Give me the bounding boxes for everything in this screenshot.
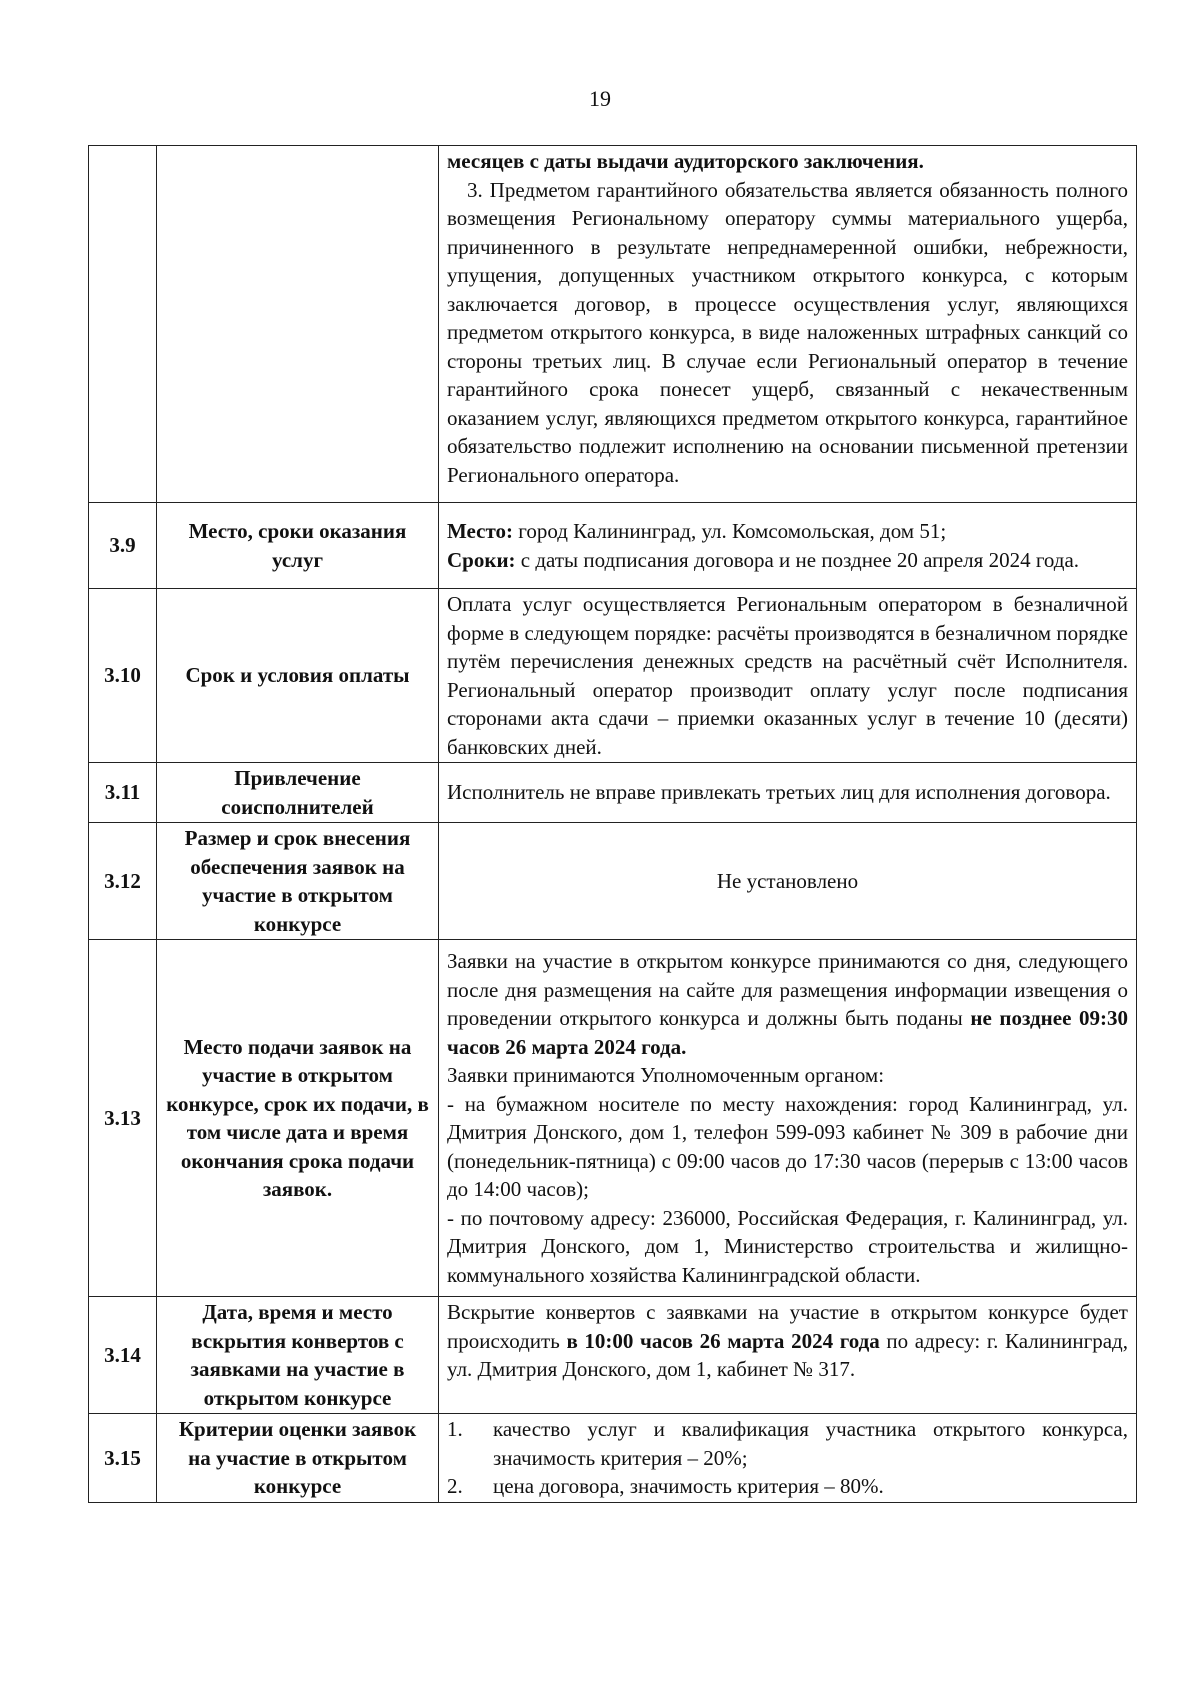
table-row-3-11 bbox=[89, 763, 1137, 823]
cell-content bbox=[439, 1297, 1137, 1414]
cell-content: Оплата услуг осуществляется Региональным оператором в безналичной форме в следующем порядке: расчёты производятся в безналичном порядке путём перечисления денежных средств на расчётный счёт Исполнителя. Региональный оператор производит оплату услуг после подписания сторонами акта сдачи – приемки оказанных услуг в течение 10 (десяти) банковских дней. bbox=[439, 589, 1137, 763]
cell-num bbox=[89, 146, 157, 503]
terms-label: Сроки: bbox=[447, 547, 516, 572]
requirements-table bbox=[88, 145, 1137, 1503]
submission-deadline: не позднее 09:30 часов 26 марта 2024 года. bbox=[447, 1006, 1129, 1059]
cell-name: Размер и срок внесения обеспечения заявок на участие в открытом конкурсе bbox=[157, 823, 439, 940]
cell-num: 3.11 bbox=[89, 763, 157, 823]
submission-text: Заявки на участие в открытом конкурсе принимаются со дня, следующего после дня размещения на сайте для размещения информации извещения о проведении открытого конкурса и должны быть поданы bbox=[447, 949, 1128, 1030]
cell-name: Дата, время и место вскрытия конвертов с заявками на участие в открытом конкурсе bbox=[157, 1297, 439, 1414]
paper-submission-item: - на бумажном носителе по месту нахождения: город Калининград, ул. Дмитрия Донского, дом 1, телефон 599-093 кабинет № 309 в рабочие дни (понедельник-пятница) с 09:00 часов до 17:30 часов (перерыв с 13:00 часов до 14:00 часов); bbox=[447, 1091, 1128, 1201]
place-line bbox=[447, 517, 1128, 546]
cell-num: 3.14 bbox=[89, 1297, 157, 1414]
terms-line bbox=[447, 546, 1128, 575]
guarantee-paragraph: 3. Предметом гарантийного обязательства является обязанность полного возмещения Региональному оператору суммы материального ущерба, причиненного в результате непреднамеренной ошибки, небрежности, упущения, допущенных участником открытого конкурса, с которым заключается договор, в процессе осуществления услуг, являющихся предметом открытого конкурса, в виде наложенных штрафных санкций со стороны третьих лиц. В случае если Региональный оператор в течение гарантийного срока понесет ущерб, связанный с некачественным оказанием услуг, являющихся предметом открытого конкурса, гарантийное обязательство подлежит исполнению на основании письменной претензии Регионального оператора. bbox=[447, 177, 1128, 487]
submission-paragraph bbox=[447, 947, 1128, 1061]
cell-name: Критерии оценки заявок на участие в открытом конкурсе bbox=[157, 1414, 439, 1503]
cell-name: Место, сроки оказания услуг bbox=[157, 503, 439, 589]
accepted-by-line: Заявки принимаются Уполномоченным органом: bbox=[447, 1063, 885, 1087]
cell-name: Срок и условия оплаты bbox=[157, 589, 439, 763]
cell-content bbox=[439, 940, 1137, 1297]
list-item-text: качество услуг и квалификация участника открытого конкурса, значимость критерия – 20%; bbox=[493, 1417, 1128, 1470]
place-label: Место: bbox=[447, 519, 513, 543]
cell-content: Исполнитель не вправе привлекать третьих лиц для исполнения договора. bbox=[439, 763, 1137, 823]
list-item bbox=[447, 1415, 1128, 1472]
cell-num: 3.12 bbox=[89, 823, 157, 940]
cell-content: Не установлено bbox=[439, 823, 1137, 940]
continuation-title: месяцев с даты выдачи аудиторского заключения. bbox=[447, 149, 924, 173]
opening-text: Вскрытие конвертов с заявками на участие в открытом конкурсе будет происходить bbox=[447, 1300, 1128, 1353]
postal-submission-item: - по почтовому адресу: 236000, Российская Федерация, г. Калининград, ул. Дмитрия Донского, дом 1, Министерство строительства и жилищно-коммунального хозяйства Калининградской области. bbox=[447, 1205, 1128, 1287]
table-row-3-10 bbox=[89, 589, 1137, 763]
list-item bbox=[447, 1472, 1128, 1501]
opening-address: по адресу: г. Калининград, ул. Дмитрия Донского, дом 1, кабинет № 317. bbox=[447, 1328, 1128, 1381]
opening-datetime: в 10:00 часов 26 марта 2024 года bbox=[566, 1328, 880, 1353]
terms-text: с даты подписания договора и не позднее 20 апреля 2024 года. bbox=[515, 547, 1080, 572]
cell-content bbox=[439, 503, 1137, 589]
list-item-number: 2. bbox=[447, 1474, 463, 1498]
cell-content bbox=[439, 1414, 1137, 1503]
cell-num: 3.10 bbox=[89, 589, 157, 763]
table-row-3-12 bbox=[89, 823, 1137, 940]
table-row-3-13 bbox=[89, 940, 1137, 1297]
table-row-3-9 bbox=[89, 503, 1137, 589]
cell-name: Привлечение соисполнителей bbox=[157, 763, 439, 823]
cell-num: 3.9 bbox=[89, 503, 157, 589]
cell-name bbox=[157, 146, 439, 503]
cell-num: 3.15 bbox=[89, 1414, 157, 1503]
table-row-continuation bbox=[89, 146, 1137, 503]
list-item-number: 1. bbox=[447, 1417, 463, 1441]
cell-num: 3.13 bbox=[89, 940, 157, 1297]
table-row-3-15 bbox=[89, 1414, 1137, 1503]
cell-name: Место подачи заявок на участие в открытом конкурсе, срок их подачи, в том числе дата и время окончания срока подачи заявок. bbox=[157, 940, 439, 1297]
table-row-3-14 bbox=[89, 1297, 1137, 1414]
place-text: город Калининград, ул. Комсомольская, дом 51; bbox=[512, 519, 947, 543]
cell-content bbox=[439, 146, 1137, 503]
list-item-text: цена договора, значимость критерия – 80%. bbox=[493, 1474, 884, 1498]
page-number: 19 bbox=[589, 86, 611, 111]
